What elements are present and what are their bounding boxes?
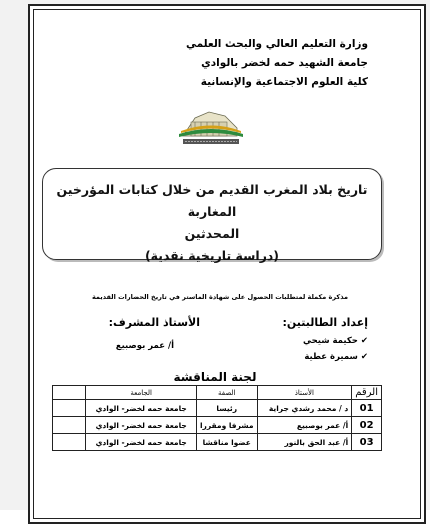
header-prof: الأستاذ (257, 386, 352, 400)
thesis-title-line1: تاريخ بلاد المغرب القديم من خلال كتابات المؤرخين المغاربة (56, 182, 368, 219)
supervisor-name: أ/ عمر بوصبيع (115, 341, 174, 351)
row-empty (53, 434, 86, 451)
row-num: 02 (352, 417, 382, 434)
supervisor-label: الأستاذ المشرف: (108, 316, 200, 329)
students-label: إعداد الطالبتين: (282, 316, 368, 329)
check-icon: ✔ (360, 352, 368, 362)
student-name-1-text: حكيمة شيحي (303, 336, 358, 346)
thesis-note: مذكرة مكملة لمتطلبات الحصول على شهادة الماستر في تاريخ الحضارات القديمة (91, 293, 348, 301)
row-role: عضوا مناقشا (196, 434, 257, 451)
committee-table (52, 385, 382, 451)
table-row (53, 434, 382, 451)
faculty-name: كلية العلوم الاجتماعية والإنسانية (200, 76, 368, 88)
row-prof: أ/ عمر بوصبيع (257, 417, 352, 434)
check-icon: ✔ (360, 336, 368, 346)
row-role: رئيسا (196, 400, 257, 417)
thesis-title-box (42, 168, 382, 263)
student-name-2 (304, 352, 368, 362)
row-num: 03 (352, 434, 382, 451)
header-num: الرقم (352, 386, 382, 400)
row-empty (53, 400, 86, 417)
ministry-name: وزارة التعليم العالي والبحث العلمي (185, 38, 368, 50)
table-row (53, 417, 382, 434)
row-empty (53, 417, 86, 434)
student-name-1 (303, 336, 368, 346)
row-num: 01 (352, 400, 382, 417)
row-univ: جامعة حمه لخضر- الوادي (86, 417, 197, 434)
row-prof: د / محمد رشدي جراية (257, 400, 352, 417)
committee-title: لجنة المناقشة (173, 370, 257, 384)
row-univ: جامعة حمه لخضر- الوادي (86, 434, 197, 451)
header-role: الصفة (196, 386, 257, 400)
table-header-row (53, 386, 382, 400)
row-prof: أ/ عبد الحق بالنور (257, 434, 352, 451)
header-univ: الجامعة (86, 386, 197, 400)
table-row (53, 400, 382, 417)
student-name-2-text: سميرة عطية (304, 352, 358, 362)
thesis-title-line2: المحدثين (184, 226, 240, 241)
row-univ: جامعة حمه لخضر- الوادي (86, 400, 197, 417)
row-role: مشرفا ومقررا (196, 417, 257, 434)
university-name: جامعة الشهيد حمه لخضر بالوادي (201, 57, 368, 69)
header-empty (53, 386, 86, 400)
logo-building-icon (179, 112, 243, 137)
university-logo (175, 104, 247, 148)
thesis-title-line3: (دراسة تاريخية نقدية) (144, 248, 280, 263)
